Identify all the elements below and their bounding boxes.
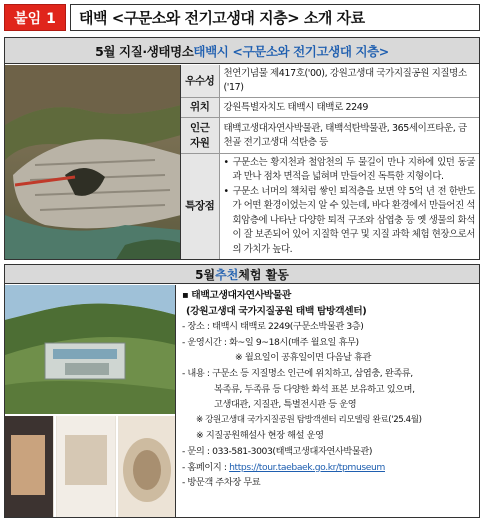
document-header [4, 4, 480, 31]
info-row-excellence [181, 65, 479, 98]
info-key: 위치 [181, 98, 219, 118]
hours-line: - 운영시간 : 화~일 9~18시(매주 월요일 휴무) [182, 336, 359, 348]
activity-heading-prefix: 5월 [195, 267, 216, 282]
info-key: 인근 자원 [181, 118, 219, 154]
parking-line: - 방문객 주차장 무료 [182, 477, 261, 489]
content-line-1: - 내용 : 구문소 등 지질명소 인근에 위치하고, 삼엽충, 완족류, [182, 367, 413, 379]
gumunso-photo [5, 65, 181, 259]
content-line-3: 고생대관, 지질관, 특별전시관 등 운영 [214, 399, 357, 411]
content-line-2: 복족류, 두족류 등 다양한 화석 표본 보유하고 있으며, [214, 383, 415, 395]
activity-heading-suffix: 체험 활동 [238, 267, 289, 282]
museum-subtitle: (강원고생대 국가지질공원 태백 탐방객센터) [186, 305, 367, 317]
homepage-line [182, 460, 473, 476]
hours-note: ※ 월요일이 공휴일이면 다음날 휴관 [235, 352, 372, 364]
info-value: 태백고생대자연사박물관, 태백석탄박물관, 365세이프타운, 금천골 전기고생대 석탄층 등 [219, 118, 479, 154]
geosite-section [4, 37, 480, 260]
info-value: 천연기념물 제417호('00), 강원고생대 국가지질공원 지질명소('17) [219, 65, 479, 98]
features-list [224, 156, 476, 257]
activity-section [4, 264, 480, 518]
document-title: 태백 <구문소와 전기고생대 지층> 소개 자료 [70, 4, 480, 31]
geosite-heading-prefix: 5월 지질·생태명소 [95, 43, 194, 59]
info-key: 특장점 [181, 154, 219, 260]
activity-heading [5, 265, 479, 284]
info-row-location [181, 98, 479, 118]
info-row-nearby [181, 118, 479, 154]
geosite-heading-name: 태백시 <구문소와 전기고생대 지층> [193, 43, 389, 59]
place-line: - 장소 : 태백시 태백로 2249(구문소박물관 3층) [182, 321, 364, 333]
geosite-info-table [181, 65, 479, 259]
geosite-heading [5, 38, 479, 64]
homepage-link[interactable]: https://tour.taebaek.go.kr/tpmuseum [229, 461, 385, 473]
remodel-note: ※ 강원고생대 국가지질공원 탐방객센터 리모델링 완료('25.4월) [196, 414, 422, 425]
feature-item: • 구문소 너머의 책처럼 쌓인 퇴적층을 보면 약 5억 년 전 한반도가 어떤 환경이었는지 알 수 있는데, 바다 환경에서 만들어진 석회암층에 나타난 다양한 퇴적 구조와 삼엽충 등 옛 생물의 화석이 잘 보존되어 있어 지질학 연구 및 지질 과학 체험 현장으로서의 가치가 높다. [224, 185, 476, 257]
contact-line: - 문의 : 033-581-3003(태백고생대자연사박물관) [182, 445, 373, 457]
info-key: 우수성 [181, 65, 219, 98]
info-row-features [181, 154, 479, 260]
feature-item: • 구문소는 황지천과 철암천의 두 물길이 만나 지하에 있던 동굴과 만나 점차 면적을 넓혀며 만들어진 독특한 지형이다. [224, 156, 476, 185]
homepage-label: - 홈페이지 : [182, 461, 230, 473]
museum-name: ▪ 태백고생대자연사박물관 [182, 290, 291, 301]
museum-photos [5, 285, 176, 517]
activity-heading-highlight: 추천 [215, 267, 239, 282]
info-value: 강원특별자치도 태백시 태백로 2249 [219, 98, 479, 118]
activity-details [176, 285, 479, 517]
guide-note: ※ 지질공원해설사 현장 해설 운영 [196, 430, 324, 442]
attachment-badge: 붙임 1 [4, 4, 66, 31]
